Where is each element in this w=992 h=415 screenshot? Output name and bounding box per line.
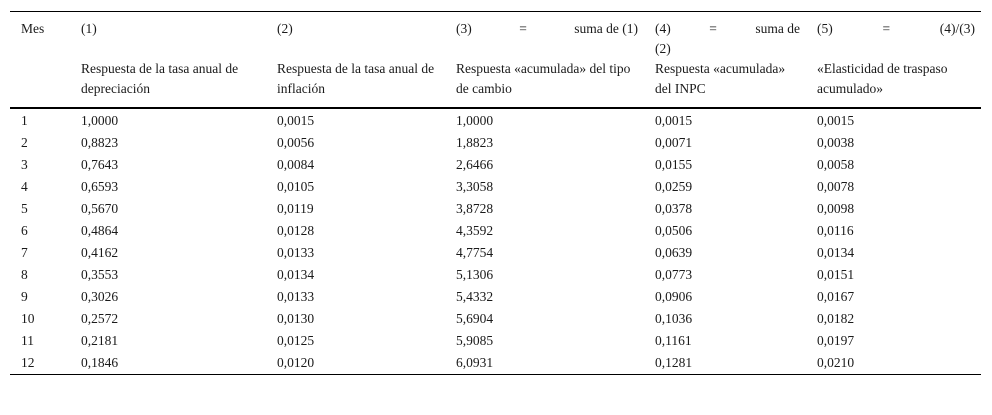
table-row xyxy=(10,198,981,220)
cell-cumulative-inpc: 0,0155 xyxy=(655,157,693,172)
cell-depreciation-response: 0,2181 xyxy=(81,333,119,348)
header-col-4-expression: suma de xyxy=(755,21,800,36)
cell-inflation-response: 0,0105 xyxy=(277,179,315,194)
header-col-4-equals: = xyxy=(709,21,717,36)
header-col-5-number: (5) xyxy=(817,21,833,36)
header-col-5-description: «Elasticidad de traspaso acumulado» xyxy=(817,61,948,96)
header-col-3-equals: = xyxy=(519,21,527,36)
cell-cumulative-exchange-rate: 5,6904 xyxy=(456,311,494,326)
cell-inflation-response: 0,0056 xyxy=(277,135,315,150)
cell-pass-through-elasticity: 0,0015 xyxy=(817,113,855,128)
header-col-2-description: Respuesta de la tasa anual de inflación xyxy=(277,61,435,96)
cell-cumulative-exchange-rate: 3,8728 xyxy=(456,201,494,216)
cell-cumulative-exchange-rate: 2,6466 xyxy=(456,157,494,172)
cell-inflation-response: 0,0130 xyxy=(277,311,315,326)
header-col-2 xyxy=(266,12,445,109)
cell-depreciation-response: 0,6593 xyxy=(81,179,119,194)
cell-pass-through-elasticity: 0,0098 xyxy=(817,201,855,216)
cell-depreciation-response: 0,2572 xyxy=(81,311,119,326)
table-row xyxy=(10,220,981,242)
header-col-5-expression: (4)/(3) xyxy=(939,21,975,36)
cell-inflation-response: 0,0119 xyxy=(277,201,314,216)
cell-mes: 4 xyxy=(21,179,28,194)
header-col-5-equals: = xyxy=(882,21,891,36)
cell-pass-through-elasticity: 0,0167 xyxy=(817,289,855,304)
cell-pass-through-elasticity: 0,0210 xyxy=(817,355,855,370)
cell-depreciation-response: 0,4864 xyxy=(81,223,119,238)
header-col-4-description: Respuesta «acumulada» del INPC xyxy=(655,61,786,96)
cell-inflation-response: 0,0128 xyxy=(277,223,315,238)
cell-cumulative-inpc: 0,1161 xyxy=(655,333,692,348)
cell-cumulative-exchange-rate: 6,0931 xyxy=(456,355,494,370)
cell-mes: 3 xyxy=(21,157,28,172)
cell-depreciation-response: 1,0000 xyxy=(81,113,119,128)
header-col-3-formula xyxy=(456,19,638,39)
table-row xyxy=(10,242,981,264)
cell-mes: 8 xyxy=(21,267,28,282)
cell-depreciation-response: 0,4162 xyxy=(81,245,119,260)
pass-through-table xyxy=(10,11,981,375)
cell-cumulative-exchange-rate: 4,7754 xyxy=(456,245,494,260)
cell-pass-through-elasticity: 0,0197 xyxy=(817,333,855,348)
header-mes xyxy=(10,12,70,109)
header-col-3-description: Respuesta «acumulada» del tipo de cambio xyxy=(456,61,631,96)
cell-pass-through-elasticity: 0,0116 xyxy=(817,223,854,238)
header-col-3-number: (3) xyxy=(456,21,472,36)
cell-cumulative-inpc: 0,1281 xyxy=(655,355,693,370)
cell-cumulative-exchange-rate: 5,1306 xyxy=(456,267,494,282)
cell-cumulative-exchange-rate: 5,9085 xyxy=(456,333,494,348)
cell-cumulative-inpc: 0,0906 xyxy=(655,289,693,304)
header-col-3-expression: suma de (1) xyxy=(574,21,638,36)
header-col-3 xyxy=(445,12,644,109)
header-mes-label: Mes xyxy=(21,21,45,36)
cell-inflation-response: 0,0133 xyxy=(277,245,315,260)
cell-pass-through-elasticity: 0,0038 xyxy=(817,135,855,150)
cell-pass-through-elasticity: 0,0134 xyxy=(817,245,855,260)
cell-mes: 7 xyxy=(21,245,28,260)
table-row xyxy=(10,108,981,132)
cell-inflation-response: 0,0015 xyxy=(277,113,315,128)
cell-depreciation-response: 0,5670 xyxy=(81,201,119,216)
cell-cumulative-exchange-rate: 5,4332 xyxy=(456,289,494,304)
cell-cumulative-exchange-rate: 1,0000 xyxy=(456,113,494,128)
cell-inflation-response: 0,0084 xyxy=(277,157,315,172)
cell-cumulative-inpc: 0,1036 xyxy=(655,311,693,326)
header-col-1 xyxy=(70,12,266,109)
header-row xyxy=(10,12,981,109)
header-col-4 xyxy=(644,12,806,109)
cell-depreciation-response: 0,3553 xyxy=(81,267,119,282)
header-col-2-number: (2) xyxy=(277,21,293,36)
table-row xyxy=(10,154,981,176)
cell-mes: 9 xyxy=(21,289,28,304)
cell-depreciation-response: 0,8823 xyxy=(81,135,119,150)
cell-cumulative-inpc: 0,0015 xyxy=(655,113,693,128)
table-row xyxy=(10,176,981,198)
cell-pass-through-elasticity: 0,0182 xyxy=(817,311,855,326)
table-row xyxy=(10,264,981,286)
cell-cumulative-inpc: 0,0259 xyxy=(655,179,693,194)
cell-pass-through-elasticity: 0,0058 xyxy=(817,157,855,172)
cell-mes: 6 xyxy=(21,223,28,238)
cell-inflation-response: 0,0120 xyxy=(277,355,315,370)
cell-cumulative-exchange-rate: 4,3592 xyxy=(456,223,494,238)
cell-depreciation-response: 0,1846 xyxy=(81,355,119,370)
cell-cumulative-inpc: 0,0506 xyxy=(655,223,693,238)
table-row xyxy=(10,286,981,308)
header-col-5 xyxy=(806,12,981,109)
table-row xyxy=(10,352,981,375)
table-row xyxy=(10,330,981,352)
table-row xyxy=(10,132,981,154)
cell-depreciation-response: 0,7643 xyxy=(81,157,119,172)
cell-pass-through-elasticity: 0,0078 xyxy=(817,179,855,194)
header-col-5-formula xyxy=(817,19,975,39)
results-table-container xyxy=(10,11,981,375)
cell-mes: 2 xyxy=(21,135,28,150)
cell-cumulative-exchange-rate: 1,8823 xyxy=(456,135,494,150)
cell-mes: 12 xyxy=(21,355,35,370)
cell-cumulative-inpc: 0,0071 xyxy=(655,135,693,150)
cell-mes: 5 xyxy=(21,201,28,216)
header-col-4-expression-wrap: (2) xyxy=(655,41,671,56)
header-col-4-formula xyxy=(655,19,800,39)
table-body xyxy=(10,108,981,375)
cell-cumulative-exchange-rate: 3,3058 xyxy=(456,179,494,194)
header-col-4-number: (4) xyxy=(655,21,671,36)
cell-mes: 10 xyxy=(21,311,35,326)
cell-depreciation-response: 0,3026 xyxy=(81,289,119,304)
cell-pass-through-elasticity: 0,0151 xyxy=(817,267,855,282)
cell-inflation-response: 0,0125 xyxy=(277,333,315,348)
header-col-1-number: (1) xyxy=(81,21,97,36)
cell-cumulative-inpc: 0,0639 xyxy=(655,245,693,260)
table-row xyxy=(10,308,981,330)
header-col-1-description: Respuesta de la tasa anual de depreciación xyxy=(81,61,239,96)
cell-inflation-response: 0,0134 xyxy=(277,267,315,282)
cell-mes: 1 xyxy=(21,113,28,128)
cell-mes: 11 xyxy=(21,333,34,348)
cell-cumulative-inpc: 0,0773 xyxy=(655,267,693,282)
cell-inflation-response: 0,0133 xyxy=(277,289,315,304)
cell-cumulative-inpc: 0,0378 xyxy=(655,201,693,216)
table-header xyxy=(10,12,981,109)
